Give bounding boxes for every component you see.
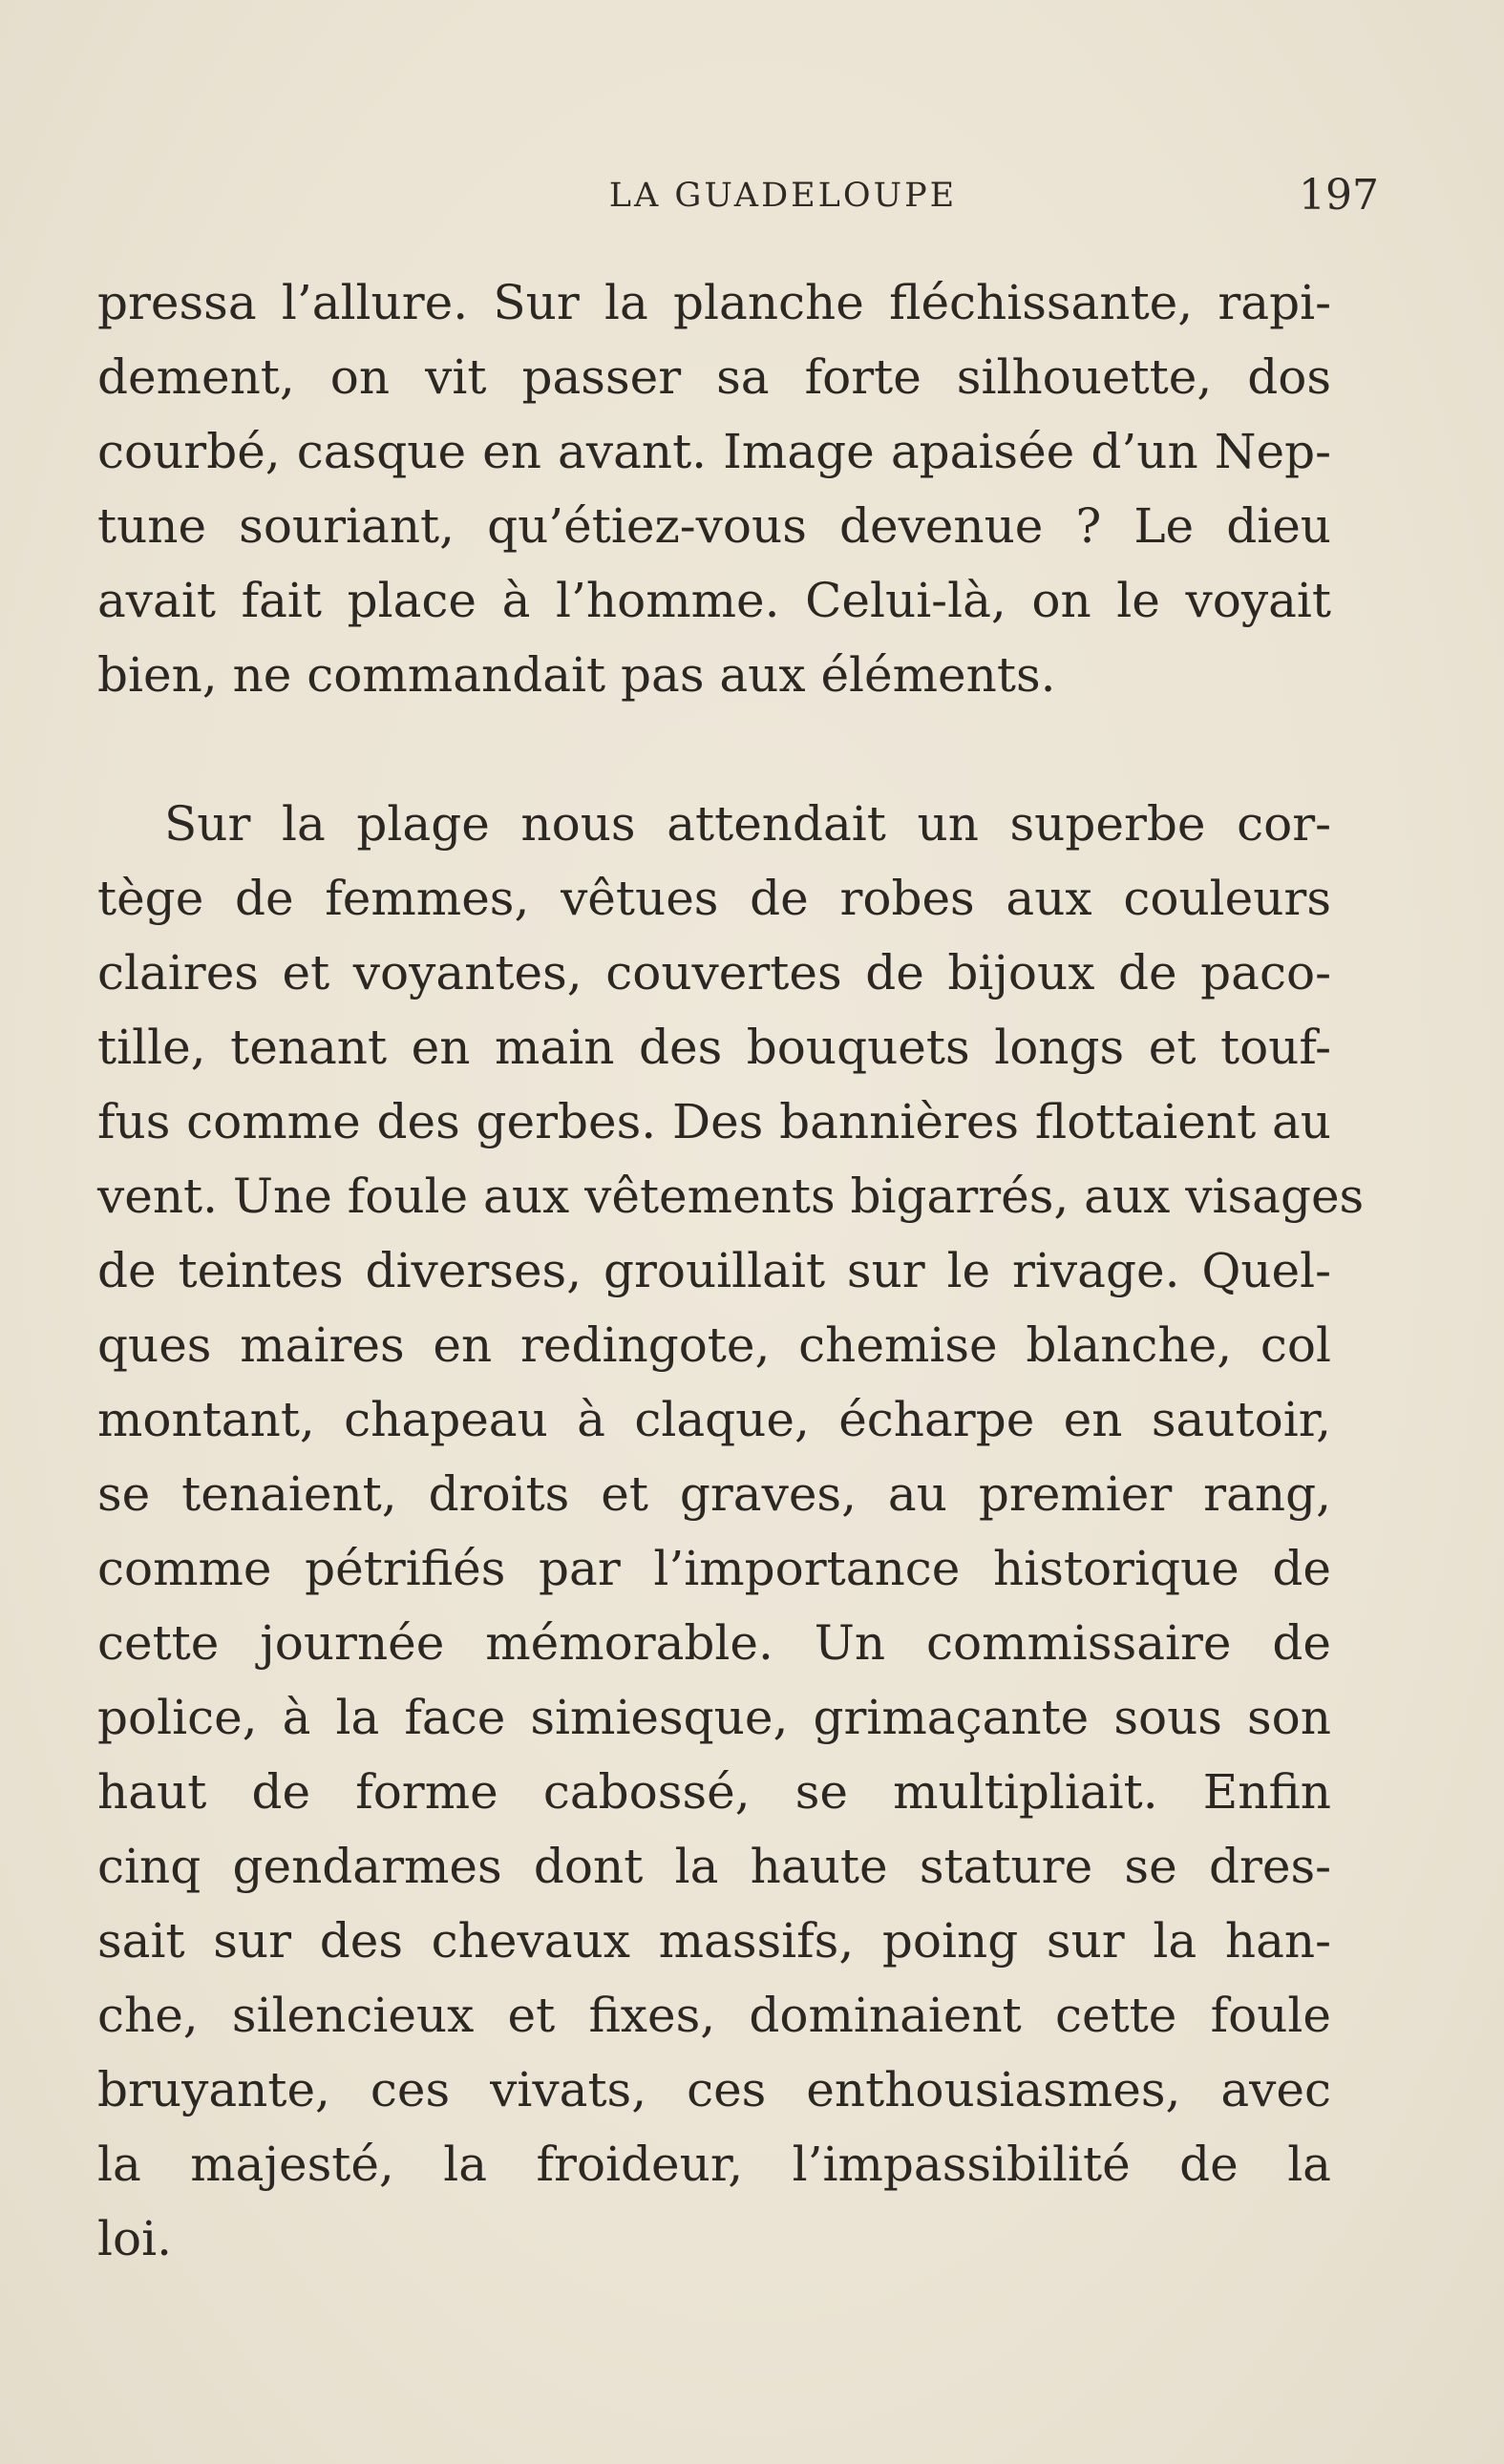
text-line: comme pétrifiés par l’importance historique de: [97, 1541, 1331, 1596]
text-line: avait fait place à l’homme. Celui-là, on le voyait: [97, 573, 1331, 628]
text-line: claires et voyantes, couvertes de bijoux de paco-: [97, 945, 1331, 1000]
text-line: cette journée mémorable. Un commissaire de: [97, 1615, 1331, 1671]
text-line: cinq gendarmes dont la haute stature se dres-: [97, 1839, 1331, 1894]
page-number: 197: [1299, 171, 1379, 220]
text-line: de teintes diverses, grouillait sur le rivage. Quel-: [97, 1243, 1331, 1298]
text-line: bien, ne commandait pas aux éléments.: [97, 647, 1056, 703]
text-line: dement, on vit passer sa forte silhouette, dos: [97, 349, 1331, 405]
text-line: vent. Une foule aux vêtements bigarrés, aux visages: [97, 1169, 1365, 1224]
paragraph-gap: [97, 712, 1331, 787]
body-text: [97, 265, 1365, 2276]
text-line: se tenaient, droits et graves, au premier rang,: [97, 1466, 1331, 1522]
text-line: tège de femmes, vêtues de robes aux couleurs: [97, 871, 1331, 926]
text-line: pressa l’allure. Sur la planche fléchissante, rapi-: [97, 275, 1331, 330]
text-line: fus comme des gerbes. Des bannières flottaient au: [97, 1094, 1331, 1149]
text-line: Sur la plage nous attendait un superbe cor-: [164, 796, 1331, 852]
text-line: police, à la face simiesque, grimaçante sous son: [97, 1690, 1331, 1745]
text-line: sait sur des chevaux massifs, poing sur la han-: [97, 1913, 1331, 1969]
text-line: bruyante, ces vivats, ces enthousiasmes, avec: [97, 2062, 1331, 2117]
text-line: courbé, casque en avant. Image apaisée d’un Nep-: [97, 424, 1331, 479]
text-line: haut de forme cabossé, se multipliait. Enfin: [97, 1764, 1331, 1820]
text-line: la majesté, la froideur, l’impassibilité de la: [97, 2137, 1331, 2192]
running-title: LA GUADELOUPE: [608, 177, 958, 215]
text-line: loi.: [97, 2211, 172, 2266]
text-line: tune souriant, qu’étiez-vous devenue ? Le dieu: [97, 498, 1331, 554]
text-line: tille, tenant en main des bouquets longs et touf-: [97, 1020, 1331, 1075]
page-header: [95, 171, 1379, 234]
text-line: ques maires en redingote, chemise blanche, col: [97, 1317, 1331, 1373]
text-line: che, silencieux et fixes, dominaient cette foule: [97, 1988, 1331, 2043]
text-line: montant, chapeau à claque, écharpe en sautoir,: [97, 1392, 1331, 1447]
